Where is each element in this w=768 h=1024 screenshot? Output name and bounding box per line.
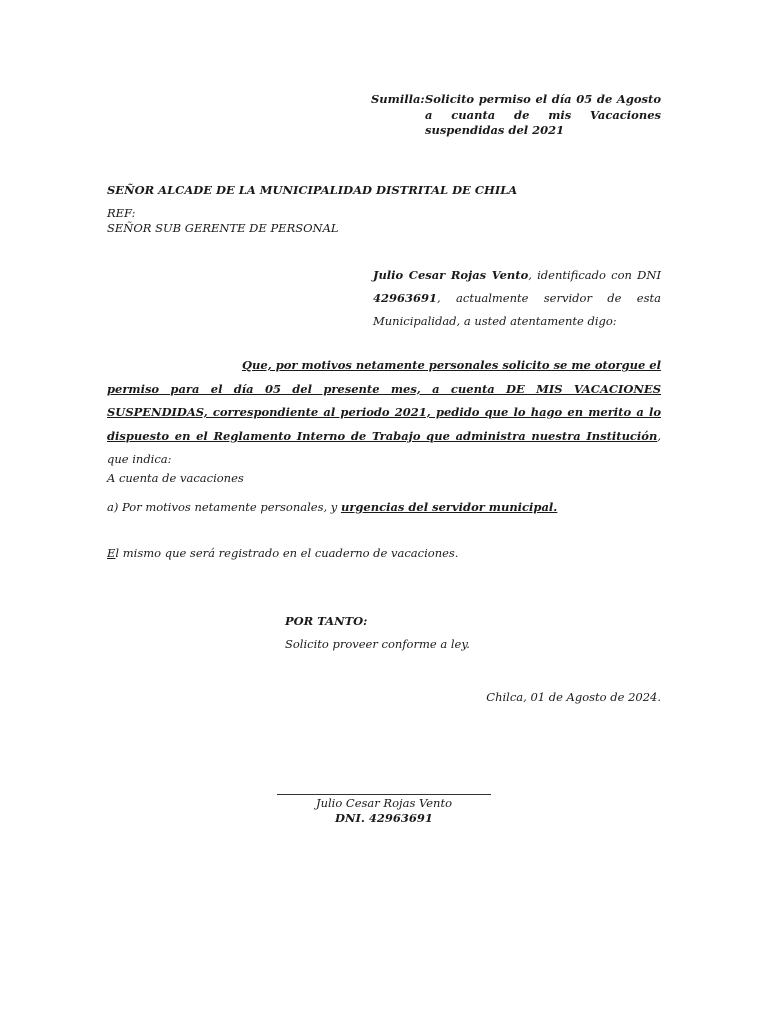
intro-paragraph xyxy=(373,264,661,333)
closing-request: Solicito proveer conforme a ley. xyxy=(285,637,470,651)
addressee: SEÑOR ALCADE DE LA MUNICIPALIDAD DISTRITAL DE CHILA xyxy=(107,183,518,197)
body-paragraph xyxy=(107,354,661,472)
ref-block xyxy=(107,206,339,236)
intro-text-2: , actualmente servidor de esta Municipalidad, a usted atentamente digo: xyxy=(373,291,661,328)
item-a-emphasis: urgencias del servidor municipal. xyxy=(340,500,558,514)
body-tail: , que indica: xyxy=(107,428,661,466)
applicant-name: Julio Cesar Rojas Vento xyxy=(373,268,529,282)
place-date: Chilca, 01 de Agosto de 2024. xyxy=(486,690,661,704)
item-a-prefix: a) Por motivos netamente personales, y xyxy=(107,500,341,514)
body-emphasis: Que, por motivos netamente personales solicito se me otorgue el permiso para el día 05 del presente mes, a cuenta DE MIS VACACIONES SUSPENDIDAS, correspondiente al periodo 2021, pedido que lo hago en merito a lo dispuesto en el Reglamento Interno de Trabajo que administra nuestra Institución xyxy=(107,358,661,443)
registro-rest: l mismo que será registrado en el cuaderno de vacaciones. xyxy=(115,546,459,560)
signature-name: Julio Cesar Rojas Vento xyxy=(315,796,453,810)
sumilla-label: Sumilla: xyxy=(371,92,425,106)
ref-line: SEÑOR SUB GERENTE DE PERSONAL xyxy=(107,221,339,235)
signature-line xyxy=(277,794,491,795)
ref-label: REF: xyxy=(107,206,136,220)
item-title: A cuenta de vacaciones xyxy=(107,471,244,485)
por-tanto-heading: POR TANTO: xyxy=(285,614,368,628)
applicant-dni: 42963691 xyxy=(373,291,438,305)
signature-dni: DNI. 42963691 xyxy=(335,811,433,825)
sumilla-block xyxy=(371,92,661,139)
item-a xyxy=(107,500,557,514)
sumilla-text: Solicito permiso el día 05 de Agosto a cuanta de mis Vacaciones suspendidas del 2021 xyxy=(425,92,661,137)
registro-first-letter: E xyxy=(107,546,116,560)
intro-text-1: , identificado con DNI xyxy=(528,268,661,282)
registro-line xyxy=(107,546,458,560)
